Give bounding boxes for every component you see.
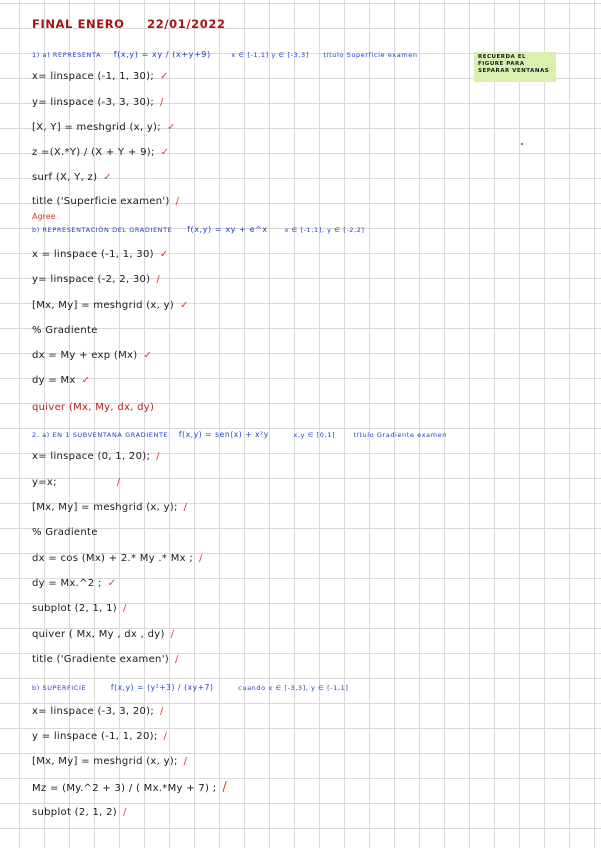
question-1a-label: 1) a) REPRESENTA xyxy=(32,51,102,59)
code-line: dy = Mx ✓ xyxy=(32,375,91,386)
check-mark-icon: / xyxy=(170,629,175,640)
check-mark-icon: ✓ xyxy=(180,300,189,311)
margin-note-agree: Agree xyxy=(32,212,56,221)
check-mark-icon: / xyxy=(199,553,203,564)
question-2a-label: 2. a) EN 1 SUBVENTANA GRADIENTE xyxy=(32,431,169,439)
code-line: quiver ( Mx, My , dx , dy) / xyxy=(32,629,175,640)
question-1b-domain: x ∈ [-1,1], y ∈ [-2,2] xyxy=(284,226,365,234)
question-1a-heading xyxy=(32,49,418,61)
code-line: x = linspace (-1, 1, 30) ✓ xyxy=(32,249,169,260)
code-line: [Mx, My] = meshgrid (x, y); / xyxy=(32,502,188,513)
code-line: surf (X, Y, z) ✓ xyxy=(32,172,112,183)
question-2b-heading xyxy=(32,682,348,694)
code-line: Mz = (My.^2 + 3) / ( Mx.*My + 7) ; / xyxy=(32,780,228,795)
check-mark-icon: / xyxy=(122,603,127,614)
question-2b-domain-note: cuando x ∈ [-3,3], y ∈ [-1,1] xyxy=(238,684,349,692)
code-line: subplot (2, 1, 1) / xyxy=(32,603,127,614)
check-mark-icon: / xyxy=(163,731,168,742)
code-line: y= linspace (-2, 2, 30) / xyxy=(32,274,161,285)
code-line: dx = cos (Mx) + 2.* My .* Mx ; / xyxy=(32,553,203,564)
check-mark-icon: ✓ xyxy=(160,147,170,158)
title-date: 22/01/2022 xyxy=(147,17,226,31)
question-1b-formula: f(x,y) = xy + e^x xyxy=(187,225,268,234)
code-line: y= linspace (-3, 3, 30); / xyxy=(32,97,164,108)
check-mark-icon: / xyxy=(160,706,164,717)
check-mark-icon: ✓ xyxy=(143,350,153,361)
question-1a-formula: f(x,y) = xy / (x+y+9) xyxy=(113,50,211,59)
page-title xyxy=(32,17,244,31)
question-1b-label: b) REPRESENTACIÓN DEL GRADIENTE xyxy=(32,226,173,234)
code-line: [Mx, My] = meshgrid (x, y); / xyxy=(32,756,188,767)
ink-dot xyxy=(521,143,523,145)
code-line: y = linspace (-1, 1, 20); / xyxy=(32,731,168,742)
check-mark-icon: / xyxy=(116,477,121,488)
code-line: dy = Mx.^2 ; ✓ xyxy=(32,578,117,589)
check-mark-icon: ✓ xyxy=(159,249,169,260)
code-line: [Mx, My] = meshgrid (x, y) ✓ xyxy=(32,300,189,311)
check-mark-icon: ✓ xyxy=(103,172,112,183)
question-2a-title-note: título Gradiente examen xyxy=(353,431,447,439)
code-line: x= linspace (-1, 1, 30); ✓ xyxy=(32,71,169,82)
code-line: [X, Y] = meshgrid (x, y); ✓ xyxy=(32,122,176,133)
question-1a-title-note: título Superficie examen xyxy=(323,51,418,59)
check-mark-icon: ✓ xyxy=(81,375,91,386)
check-mark-icon: / xyxy=(222,780,228,795)
check-mark-icon: / xyxy=(183,756,188,767)
question-2a-domain: x,y ∈ [0,1] xyxy=(293,431,336,439)
code-line: x= linspace (0, 1, 20); / xyxy=(32,451,160,462)
sticky-note: RECUERDA EL FIGURE PARA SEPARAR VENTANAS xyxy=(474,52,556,82)
code-line: title ('Superficie examen') / xyxy=(32,196,180,207)
code-line: x= linspace (-3, 3, 20); / xyxy=(32,706,164,717)
code-comment: % Gradiente xyxy=(32,325,98,336)
code-line: title ('Gradiente examen') / xyxy=(32,654,179,665)
question-2b-label: b) SUPERFICIE xyxy=(32,684,87,692)
question-2b-formula: f(x,y) = (y²+3) / (xy+7) xyxy=(110,683,214,692)
check-mark-icon: ✓ xyxy=(166,122,176,133)
check-mark-icon: ✓ xyxy=(160,71,169,82)
check-mark-icon: / xyxy=(156,274,161,285)
check-mark-icon: / xyxy=(156,451,160,462)
title-label: FINAL ENERO xyxy=(32,17,125,31)
question-2a-formula: f(x,y) = sen(x) + x²y xyxy=(178,430,269,439)
question-2a-heading xyxy=(32,429,447,441)
question-1b-heading xyxy=(32,224,365,236)
code-comment: % Gradiente xyxy=(32,527,98,538)
code-line: subplot (2, 1, 2) / xyxy=(32,807,127,818)
code-line: z =(X.*Y) / (X + Y + 9); ✓ xyxy=(32,147,170,158)
code-line: y=x; / xyxy=(32,477,121,488)
question-1a-domain: x ∈ [-1,1] y ∈ [-3,3] xyxy=(231,51,309,59)
code-line: dx = My + exp (Mx) ✓ xyxy=(32,350,153,361)
check-mark-icon: / xyxy=(174,654,179,665)
check-mark-icon: ✓ xyxy=(107,578,117,589)
check-mark-icon: / xyxy=(183,502,188,513)
check-mark-icon: / xyxy=(160,97,164,108)
check-mark-icon: / xyxy=(175,196,180,207)
code-line-quiver: quiver (Mx, My, dx, dy) xyxy=(32,402,155,413)
check-mark-icon: / xyxy=(122,807,127,818)
